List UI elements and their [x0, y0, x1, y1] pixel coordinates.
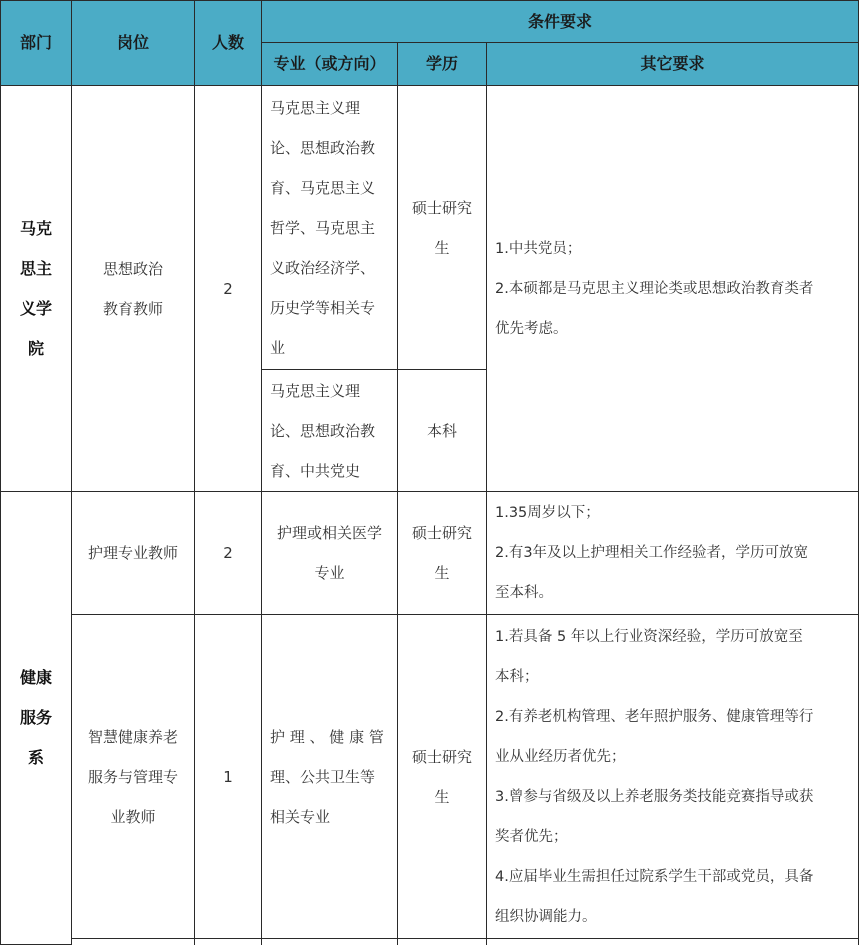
header-count: 人数: [194, 0, 262, 86]
major-line: 护理或相关医学: [276, 524, 382, 542]
dept-line: 义学: [19, 298, 52, 318]
requirement-line: 优先考虑。: [495, 320, 568, 337]
major-line: 论、思想政治教: [270, 421, 376, 440]
count-cell: 2: [194, 85, 262, 492]
dept-line: 健康: [19, 668, 52, 687]
requirement-line: 本科；: [495, 668, 539, 685]
position-line: 智慧健康养老: [87, 727, 178, 746]
major-line: 业: [270, 338, 286, 357]
education-line: 硕士研究: [411, 747, 472, 766]
requirement-line: 1.35周岁以下；: [495, 505, 600, 521]
next-row-cell: [261, 938, 398, 945]
count-cell: 2: [194, 491, 262, 615]
position-line: 服务与管理专: [87, 767, 178, 786]
education-line: 生: [434, 564, 450, 582]
requirement-line: 业从业经历者优先；: [495, 748, 626, 765]
dept-line: 马克: [19, 218, 52, 238]
major-cell: [261, 85, 398, 370]
major-line: 哲学、马克思主: [270, 218, 376, 237]
requirement-line: 组织协调能力。: [495, 908, 597, 925]
major-cell: [261, 491, 398, 615]
major-line: 马克思主义理: [270, 381, 361, 400]
dept-cell: [0, 85, 72, 492]
major-line: 理、公共卫生等: [270, 767, 376, 786]
requirement-line: 1.中共党员；: [495, 240, 582, 257]
education-line: 硕士研究: [411, 198, 472, 217]
major-line: 义政治经济学、: [270, 258, 376, 277]
position-line: 教育教师: [102, 299, 163, 318]
major-line: 论、思想政治教: [270, 138, 376, 157]
header-other: 其它要求: [486, 42, 859, 86]
requirement-line: 至本科。: [495, 585, 553, 601]
major-line: 相关专业: [270, 807, 331, 826]
requirement-line: 2.本硕都是马克思主义理论类或思想政治教育类者: [495, 280, 814, 297]
major-line: 育、中共党史: [270, 461, 361, 480]
position-cell: [71, 614, 195, 939]
dept-line: 系: [27, 748, 44, 767]
header-education: 学历: [397, 42, 487, 86]
dept-line: 院: [27, 338, 44, 358]
other-requirements-cell: [486, 491, 859, 615]
education-cell: 本科: [397, 369, 487, 492]
education-line: 硕士研究: [411, 524, 472, 542]
dept-cell: [0, 491, 72, 945]
position-cell: [71, 85, 195, 492]
dept-line: 服务: [19, 708, 52, 727]
next-row-cell: [486, 938, 859, 945]
position-cell: [71, 491, 195, 615]
major-line: 历史学等相关专: [270, 298, 376, 317]
dept-line: 思主: [19, 258, 52, 278]
requirement-line: 2.有3年及以上护理相关工作经验者，学历可放宽: [495, 545, 809, 561]
position-line: 护理专业教师: [87, 544, 178, 562]
header-dept: 部门: [0, 0, 72, 86]
position-line: 业教师: [110, 807, 156, 826]
count-cell: 1: [194, 614, 262, 939]
other-requirements-cell: [486, 85, 859, 492]
requirement-line: 奖者优先；: [495, 828, 568, 845]
requirement-line: 1.若具备 5 年以上行业资深经验，学历可放宽至: [495, 628, 803, 645]
education-line: 生: [434, 787, 450, 806]
header-position: 岗位: [71, 0, 195, 86]
requirement-line: 4.应届毕业生需担任过院系学生干部或党员，具备: [495, 868, 814, 885]
header-major: 专业（或方向）: [261, 42, 398, 86]
major-line: 马克思主义理: [270, 98, 361, 117]
major-line: 育、马克思主义: [270, 178, 376, 197]
requirement-line: 2.有养老机构管理、老年照护服务、健康管理等行: [495, 708, 814, 725]
next-row-cell: [194, 938, 262, 945]
next-row-cell: [71, 938, 195, 945]
major-cell: [261, 614, 398, 939]
major-line: 护 理 、 健 康 管: [270, 727, 384, 746]
next-row-cell: [397, 938, 487, 945]
header-conditions: 条件要求: [261, 0, 859, 43]
education-line: 生: [434, 238, 450, 257]
major-line: 专业: [314, 564, 345, 582]
other-requirements-cell: [486, 614, 859, 939]
position-line: 思想政治: [102, 259, 163, 278]
major-cell: [261, 369, 398, 492]
education-cell: [397, 491, 487, 615]
education-cell: [397, 85, 487, 370]
requirement-line: 3.曾参与省级及以上养老服务类技能竞赛指导或获: [495, 788, 814, 805]
education-cell: [397, 614, 487, 939]
